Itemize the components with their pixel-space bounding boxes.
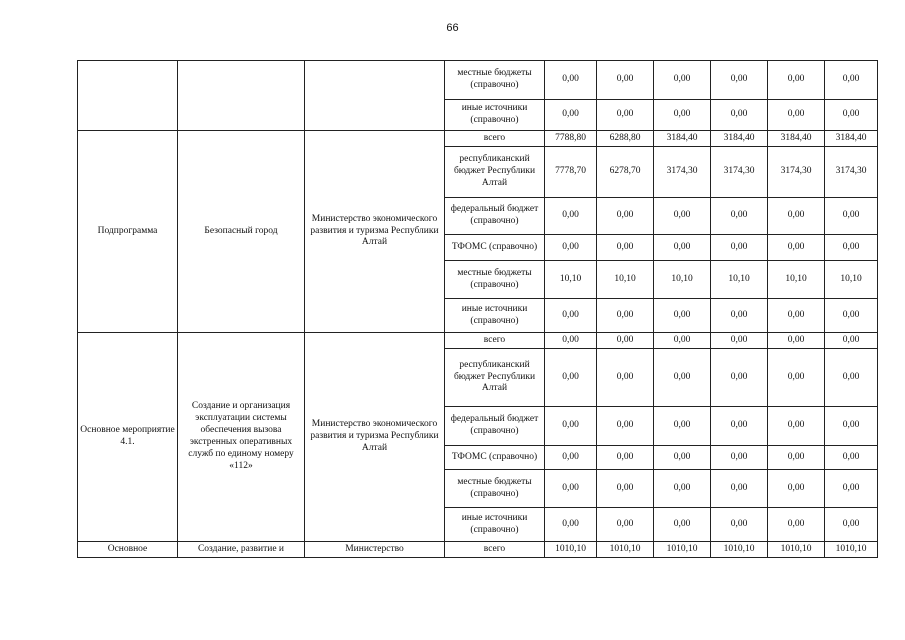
- source-cell: республиканский бюджет Республики Алтай: [445, 147, 545, 198]
- value-cell: 0,00: [654, 299, 711, 333]
- value-cell: 0,00: [711, 407, 768, 446]
- value-cell: 0,00: [768, 100, 825, 131]
- value-cell: 0,00: [711, 299, 768, 333]
- source-cell: республиканский бюджет Республики Алтай: [445, 349, 545, 407]
- value-cell: 0,00: [711, 100, 768, 131]
- value-cell: 1010,10: [768, 542, 825, 558]
- value-cell: 0,00: [768, 470, 825, 508]
- executor-cell: [305, 61, 445, 131]
- value-cell: 1010,10: [654, 542, 711, 558]
- value-cell: 0,00: [654, 470, 711, 508]
- value-cell: 0,00: [825, 508, 878, 542]
- value-cell: 6288,80: [597, 131, 654, 147]
- value-cell: 0,00: [654, 61, 711, 100]
- value-cell: 0,00: [711, 198, 768, 235]
- value-cell: 0,00: [545, 235, 597, 261]
- value-cell: 10,10: [768, 261, 825, 299]
- status-cell: Подпрограмма: [78, 131, 178, 333]
- value-cell: 10,10: [597, 261, 654, 299]
- value-cell: 3184,40: [711, 131, 768, 147]
- value-cell: 0,00: [545, 470, 597, 508]
- value-cell: 0,00: [654, 446, 711, 470]
- value-cell: 0,00: [654, 235, 711, 261]
- value-cell: 0,00: [711, 470, 768, 508]
- value-cell: 0,00: [825, 470, 878, 508]
- value-cell: 0,00: [545, 446, 597, 470]
- value-cell: 1010,10: [545, 542, 597, 558]
- name-cell: Создание и организация эксплуатации системы обеспечения вызова экстренных оперативных служб по единому номеру «112»: [178, 333, 305, 542]
- value-cell: 0,00: [545, 299, 597, 333]
- source-cell: местные бюджеты (справочно): [445, 261, 545, 299]
- value-cell: 0,00: [711, 508, 768, 542]
- value-cell: 3184,40: [825, 131, 878, 147]
- value-cell: 0,00: [597, 333, 654, 349]
- value-cell: 0,00: [654, 333, 711, 349]
- value-cell: 0,00: [768, 198, 825, 235]
- name-cell: [178, 61, 305, 131]
- value-cell: 0,00: [825, 333, 878, 349]
- value-cell: 0,00: [825, 446, 878, 470]
- value-cell: 0,00: [825, 235, 878, 261]
- value-cell: 0,00: [545, 349, 597, 407]
- budget-table: [77, 60, 878, 558]
- executor-cell: Министерство: [305, 542, 445, 558]
- source-cell: ТФОМС (справочно): [445, 446, 545, 470]
- value-cell: 3174,30: [768, 147, 825, 198]
- value-cell: 10,10: [545, 261, 597, 299]
- value-cell: 0,00: [768, 508, 825, 542]
- value-cell: 0,00: [654, 198, 711, 235]
- status-cell: Основное: [78, 542, 178, 558]
- table-row: [78, 333, 878, 349]
- value-cell: 0,00: [768, 61, 825, 100]
- value-cell: 3184,40: [768, 131, 825, 147]
- source-cell: местные бюджеты (справочно): [445, 470, 545, 508]
- value-cell: 0,00: [825, 299, 878, 333]
- source-cell: всего: [445, 131, 545, 147]
- value-cell: 7778,70: [545, 147, 597, 198]
- value-cell: 0,00: [825, 349, 878, 407]
- name-cell: Создание, развитие и: [178, 542, 305, 558]
- value-cell: 7788,80: [545, 131, 597, 147]
- source-cell: ТФОМС (справочно): [445, 235, 545, 261]
- value-cell: 0,00: [825, 407, 878, 446]
- value-cell: 0,00: [545, 100, 597, 131]
- source-cell: иные источники (справочно): [445, 508, 545, 542]
- value-cell: 0,00: [545, 61, 597, 100]
- value-cell: 0,00: [597, 446, 654, 470]
- value-cell: 0,00: [597, 100, 654, 131]
- value-cell: 1010,10: [711, 542, 768, 558]
- value-cell: 0,00: [654, 100, 711, 131]
- value-cell: 3174,30: [825, 147, 878, 198]
- value-cell: 0,00: [825, 198, 878, 235]
- value-cell: 0,00: [597, 349, 654, 407]
- executor-cell: Министерство экономического развития и туризма Республики Алтай: [305, 333, 445, 542]
- status-cell: Основное мероприятие 4.1.: [78, 333, 178, 542]
- value-cell: 0,00: [597, 508, 654, 542]
- value-cell: 10,10: [654, 261, 711, 299]
- value-cell: 0,00: [654, 407, 711, 446]
- source-cell: всего: [445, 333, 545, 349]
- value-cell: 0,00: [711, 61, 768, 100]
- executor-cell: Министерство экономического развития и туризма Республики Алтай: [305, 131, 445, 333]
- source-cell: местные бюджеты (справочно): [445, 61, 545, 100]
- value-cell: 0,00: [825, 100, 878, 131]
- name-cell: Безопасный город: [178, 131, 305, 333]
- value-cell: 3184,40: [654, 131, 711, 147]
- table-row: [78, 61, 878, 100]
- value-cell: 0,00: [768, 349, 825, 407]
- value-cell: 3174,30: [711, 147, 768, 198]
- value-cell: 0,00: [597, 235, 654, 261]
- value-cell: 6278,70: [597, 147, 654, 198]
- value-cell: 0,00: [825, 61, 878, 100]
- value-cell: 0,00: [711, 333, 768, 349]
- value-cell: 0,00: [768, 333, 825, 349]
- value-cell: 0,00: [597, 299, 654, 333]
- table-row: [78, 542, 878, 558]
- source-cell: всего: [445, 542, 545, 558]
- value-cell: 0,00: [597, 61, 654, 100]
- value-cell: 0,00: [654, 349, 711, 407]
- source-cell: федеральный бюджет (справочно): [445, 198, 545, 235]
- value-cell: 3174,30: [654, 147, 711, 198]
- value-cell: 0,00: [768, 407, 825, 446]
- source-cell: иные источники (справочно): [445, 299, 545, 333]
- value-cell: 0,00: [545, 508, 597, 542]
- value-cell: 0,00: [597, 407, 654, 446]
- value-cell: 0,00: [768, 299, 825, 333]
- page-number: 66: [446, 22, 459, 34]
- value-cell: 0,00: [545, 198, 597, 235]
- value-cell: 0,00: [768, 235, 825, 261]
- table-row: [78, 131, 878, 147]
- value-cell: 0,00: [545, 333, 597, 349]
- value-cell: 0,00: [711, 235, 768, 261]
- value-cell: 1010,10: [597, 542, 654, 558]
- value-cell: 0,00: [711, 349, 768, 407]
- status-cell: [78, 61, 178, 131]
- source-cell: иные источники (справочно): [445, 100, 545, 131]
- source-cell: федеральный бюджет (справочно): [445, 407, 545, 446]
- value-cell: 10,10: [825, 261, 878, 299]
- value-cell: 0,00: [545, 407, 597, 446]
- value-cell: 0,00: [597, 198, 654, 235]
- value-cell: 0,00: [711, 446, 768, 470]
- value-cell: 0,00: [597, 470, 654, 508]
- value-cell: 1010,10: [825, 542, 878, 558]
- value-cell: 10,10: [711, 261, 768, 299]
- value-cell: 0,00: [654, 508, 711, 542]
- value-cell: 0,00: [768, 446, 825, 470]
